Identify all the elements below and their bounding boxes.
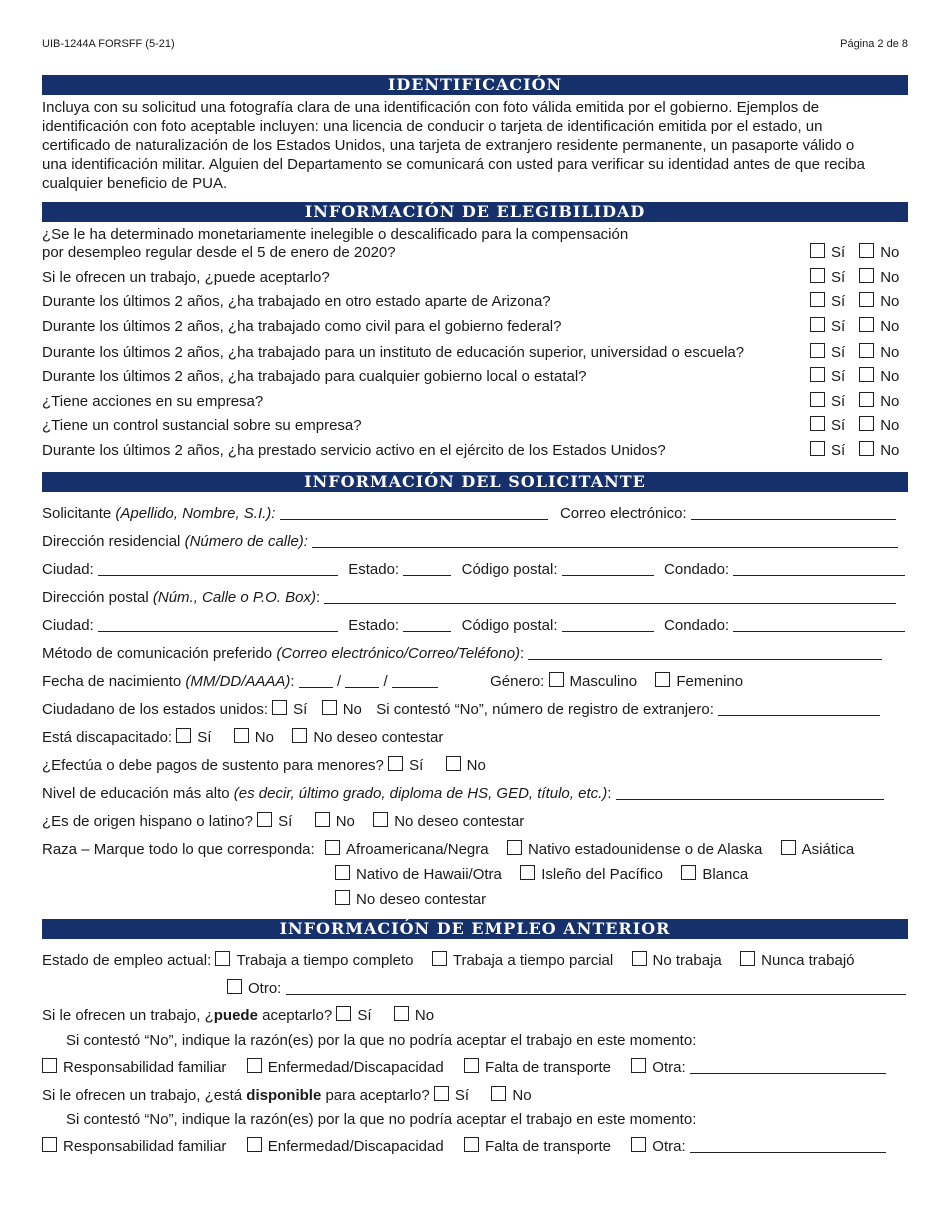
disabled-no-checkbox[interactable] xyxy=(234,728,249,743)
mailing-zip-field[interactable] xyxy=(562,618,654,632)
hispanic-row: ¿Es de origen hispano o latino? Sí No No deseo contestar xyxy=(42,813,525,830)
no-checkbox[interactable] xyxy=(859,392,874,407)
no-checkbox[interactable] xyxy=(859,441,874,456)
other-reason-field[interactable] xyxy=(690,1139,886,1153)
section-elegibilidad-title: INFORMACIÓN DE ELEGIBILIDAD xyxy=(42,202,908,222)
race-white-checkbox[interactable] xyxy=(681,865,696,880)
race-black-checkbox[interactable] xyxy=(325,840,340,855)
illness-checkbox[interactable] xyxy=(247,1137,262,1152)
female-checkbox[interactable] xyxy=(655,672,670,687)
no-checkbox[interactable] xyxy=(859,367,874,382)
race-hawaii-checkbox[interactable] xyxy=(335,865,350,880)
page-number: Página 2 de 8 xyxy=(840,38,908,50)
not-working-checkbox[interactable] xyxy=(632,951,647,966)
full-time-checkbox[interactable] xyxy=(215,951,230,966)
yes-checkbox[interactable] xyxy=(810,367,825,382)
section-empleo-title: INFORMACIÓN DE EMPLEO ANTERIOR xyxy=(42,919,908,939)
identificacion-line: certificado de naturalización de los Estados Unidos, una tarjeta de extranjero residente permanente, un pasaporte válido o xyxy=(42,137,855,154)
can-accept-reason-prompt: Si contestó “No”, indique la razón(es) por la que no podría aceptar el trabajo en este momento: xyxy=(66,1032,697,1049)
communication-field[interactable] xyxy=(528,646,882,660)
mailing-county-field[interactable] xyxy=(733,618,905,632)
identificacion-line: Incluya con su solicitud una fotografía clara de una identificación con foto válida emitida por el gobierno. Ejemplos de xyxy=(42,99,820,116)
other-reason-field[interactable] xyxy=(690,1060,886,1074)
no-checkbox[interactable] xyxy=(859,317,874,332)
race-row-3: No deseo contestar xyxy=(335,890,486,910)
eligibility-question: Durante los últimos 2 años, ¿ha trabajado como civil para el gobierno federal? xyxy=(42,318,562,335)
other-reason-checkbox[interactable] xyxy=(631,1058,646,1073)
eligibility-question: Durante los últimos 2 años, ¿ha prestado servicio activo en el ejército de los Estados Unidos? xyxy=(42,442,666,459)
race-asian-checkbox[interactable] xyxy=(781,840,796,855)
eligibility-question: ¿Tiene acciones en su empresa? xyxy=(42,393,264,410)
applicant-name-field[interactable] xyxy=(280,506,548,520)
hispanic-no-answer-checkbox[interactable] xyxy=(373,812,388,827)
hispanic-yes-checkbox[interactable] xyxy=(257,812,272,827)
eligibility-question: Si le ofrecen un trabajo, ¿puede aceptarlo? xyxy=(42,269,330,286)
eligibility-answers: Sí No xyxy=(810,367,910,387)
yes-checkbox[interactable] xyxy=(810,292,825,307)
available-no-checkbox[interactable] xyxy=(491,1086,506,1101)
can-accept-no-checkbox[interactable] xyxy=(394,1006,409,1021)
no-checkbox[interactable] xyxy=(859,292,874,307)
hispanic-no-checkbox[interactable] xyxy=(315,812,330,827)
email-field[interactable] xyxy=(691,506,896,520)
eligibility-answers: Sí No xyxy=(810,317,910,337)
zip-field[interactable] xyxy=(562,562,654,576)
yes-checkbox[interactable] xyxy=(810,343,825,358)
no-checkbox[interactable] xyxy=(859,243,874,258)
race-row-2: Nativo de Hawaii/Otra Isleño del Pacífico Blanca xyxy=(335,865,748,885)
mailing-address-field[interactable] xyxy=(324,590,896,604)
available-row: Si le ofrecen un trabajo, ¿está disponible para aceptarlo? Sí No xyxy=(42,1087,532,1104)
can-accept-row: Si le ofrecen un trabajo, ¿puede aceptarlo? Sí No xyxy=(42,1007,435,1024)
residential-address-field[interactable] xyxy=(312,534,898,548)
employment-status-row: Estado de empleo actual: Trabaja a tiempo completo Trabaja a tiempo parcial No trabaja Nunca trabajó xyxy=(42,952,855,969)
identificacion-line: una identificación militar. Alguien del Departamento se comunicará con usted para verificar su identidad antes de que reciba xyxy=(42,156,865,173)
yes-checkbox[interactable] xyxy=(810,416,825,431)
county-field[interactable] xyxy=(733,562,905,576)
residential-city-row: Ciudad: Estado: Código postal: Condado: xyxy=(42,560,905,580)
male-checkbox[interactable] xyxy=(549,672,564,687)
family-checkbox[interactable] xyxy=(42,1137,57,1152)
mailing-city-row: Ciudad: Estado: Código postal: Condado: xyxy=(42,616,905,636)
identificacion-text xyxy=(42,98,908,193)
child-support-row: ¿Efectúa o debe pagos de sustento para menores? Sí No xyxy=(42,757,486,774)
dob-gender-row: Fecha de nacimiento (MM/DD/AAAA): / / Género: Masculino Femenino xyxy=(42,673,744,690)
eligibility-answers: Sí No xyxy=(810,392,910,412)
transport-checkbox[interactable] xyxy=(464,1137,479,1152)
illness-checkbox[interactable] xyxy=(247,1058,262,1073)
eligibility-question: Durante los últimos 2 años, ¿ha trabajado en otro estado aparte de Arizona? xyxy=(42,293,551,310)
race-no-answer-checkbox[interactable] xyxy=(335,890,350,905)
transport-checkbox[interactable] xyxy=(464,1058,479,1073)
race-row-1: Raza – Marque todo lo que corresponda: Afroamericana/Negra Nativo estadounidense o de Alaska Asiática xyxy=(42,841,855,858)
disabled-row: Está discapacitado: Sí No No deseo contestar xyxy=(42,729,444,746)
no-checkbox[interactable] xyxy=(859,416,874,431)
never-worked-checkbox[interactable] xyxy=(740,951,755,966)
eligibility-answers: Sí No xyxy=(810,441,910,461)
residential-address-row: Dirección residencial (Número de calle): xyxy=(42,532,898,552)
mailing-city-field[interactable] xyxy=(98,618,338,632)
alien-number-field[interactable] xyxy=(718,702,880,716)
form-id: UIB-1244A FORSFF (5-21) xyxy=(42,38,175,50)
citizen-yes-checkbox[interactable] xyxy=(272,700,287,715)
available-reasons-row: Responsabilidad familiar Enfermedad/Discapacidad Falta de transporte Otra: xyxy=(42,1137,886,1157)
employment-other-row: Otro: xyxy=(227,979,906,999)
section-identificacion-title: IDENTIFICACIÓN xyxy=(42,75,908,95)
eligibility-answers: Sí No xyxy=(810,292,910,312)
yes-checkbox[interactable] xyxy=(810,317,825,332)
can-accept-yes-checkbox[interactable] xyxy=(336,1006,351,1021)
eligibility-answers: Sí No xyxy=(810,268,910,288)
race-pacific-checkbox[interactable] xyxy=(520,865,535,880)
citizen-no-checkbox[interactable] xyxy=(322,700,337,715)
eligibility-q0-line2: por desempleo regular desde el 5 de enero de 2020? xyxy=(42,244,396,261)
yes-checkbox[interactable] xyxy=(810,392,825,407)
eligibility-q0-line1: ¿Se le ha determinado monetariamente inelegible o descalificado para la compensación xyxy=(42,226,629,243)
section-solicitante-title: INFORMACIÓN DEL SOLICITANTE xyxy=(42,472,908,492)
dob-day-field[interactable] xyxy=(345,674,379,688)
eligibility-question: Durante los últimos 2 años, ¿ha trabajado para cualquier gobierno local o estatal? xyxy=(42,368,587,385)
yes-checkbox[interactable] xyxy=(810,268,825,283)
identificacion-line: identificación con foto aceptable incluyen: una licencia de conducir o tarjeta de identificación emitida por el estado, un xyxy=(42,118,823,135)
support-yes-checkbox[interactable] xyxy=(388,756,403,771)
other-status-field[interactable] xyxy=(286,981,906,995)
yes-checkbox[interactable] xyxy=(810,441,825,456)
disabled-no-answer-checkbox[interactable] xyxy=(292,728,307,743)
disabled-yes-checkbox[interactable] xyxy=(176,728,191,743)
citizen-row: Ciudadano de los estados unidos: Sí No Si contestó “No”, número de registro de extranjero: xyxy=(42,700,880,720)
communication-row: Método de comunicación preferido (Correo electrónico/Correo/Teléfono): xyxy=(42,644,882,664)
family-checkbox[interactable] xyxy=(42,1058,57,1073)
eligibility-question: Durante los últimos 2 años, ¿ha trabajado para un instituto de educación superior, universidad o escuela? xyxy=(42,344,745,361)
support-no-checkbox[interactable] xyxy=(446,756,461,771)
eligibility-question: ¿Tiene un control sustancial sobre su empresa? xyxy=(42,417,362,434)
eligibility-q0-answers: Sí No xyxy=(810,243,910,263)
no-checkbox[interactable] xyxy=(859,343,874,358)
state-field[interactable] xyxy=(403,562,451,576)
dob-year-field[interactable] xyxy=(392,674,438,688)
dob-month-field[interactable] xyxy=(299,674,333,688)
applicant-name-row: Solicitante (Apellido, Nombre, S.I.): Correo electrónico: xyxy=(42,504,896,524)
part-time-checkbox[interactable] xyxy=(432,951,447,966)
city-field[interactable] xyxy=(98,562,338,576)
available-reason-prompt: Si contestó “No”, indique la razón(es) por la que no podría aceptar el trabajo en este momento: xyxy=(66,1111,697,1128)
education-row: Nivel de educación más alto (es decir, último grado, diploma de HS, GED, título, etc.): xyxy=(42,784,884,804)
other-reason-checkbox[interactable] xyxy=(631,1137,646,1152)
education-field[interactable] xyxy=(616,786,884,800)
available-yes-checkbox[interactable] xyxy=(434,1086,449,1101)
no-checkbox[interactable] xyxy=(859,268,874,283)
mailing-address-row: Dirección postal (Núm., Calle o P.O. Box): xyxy=(42,588,896,608)
eligibility-answers: Sí No xyxy=(810,416,910,436)
other-status-checkbox[interactable] xyxy=(227,979,242,994)
eligibility-answers: Sí No xyxy=(810,343,910,363)
race-native-checkbox[interactable] xyxy=(507,840,522,855)
yes-checkbox[interactable] xyxy=(810,243,825,258)
can-accept-reasons-row: Responsabilidad familiar Enfermedad/Discapacidad Falta de transporte Otra: xyxy=(42,1058,886,1078)
identificacion-line: cualquier beneficio de PUA. xyxy=(42,175,228,192)
mailing-state-field[interactable] xyxy=(403,618,451,632)
